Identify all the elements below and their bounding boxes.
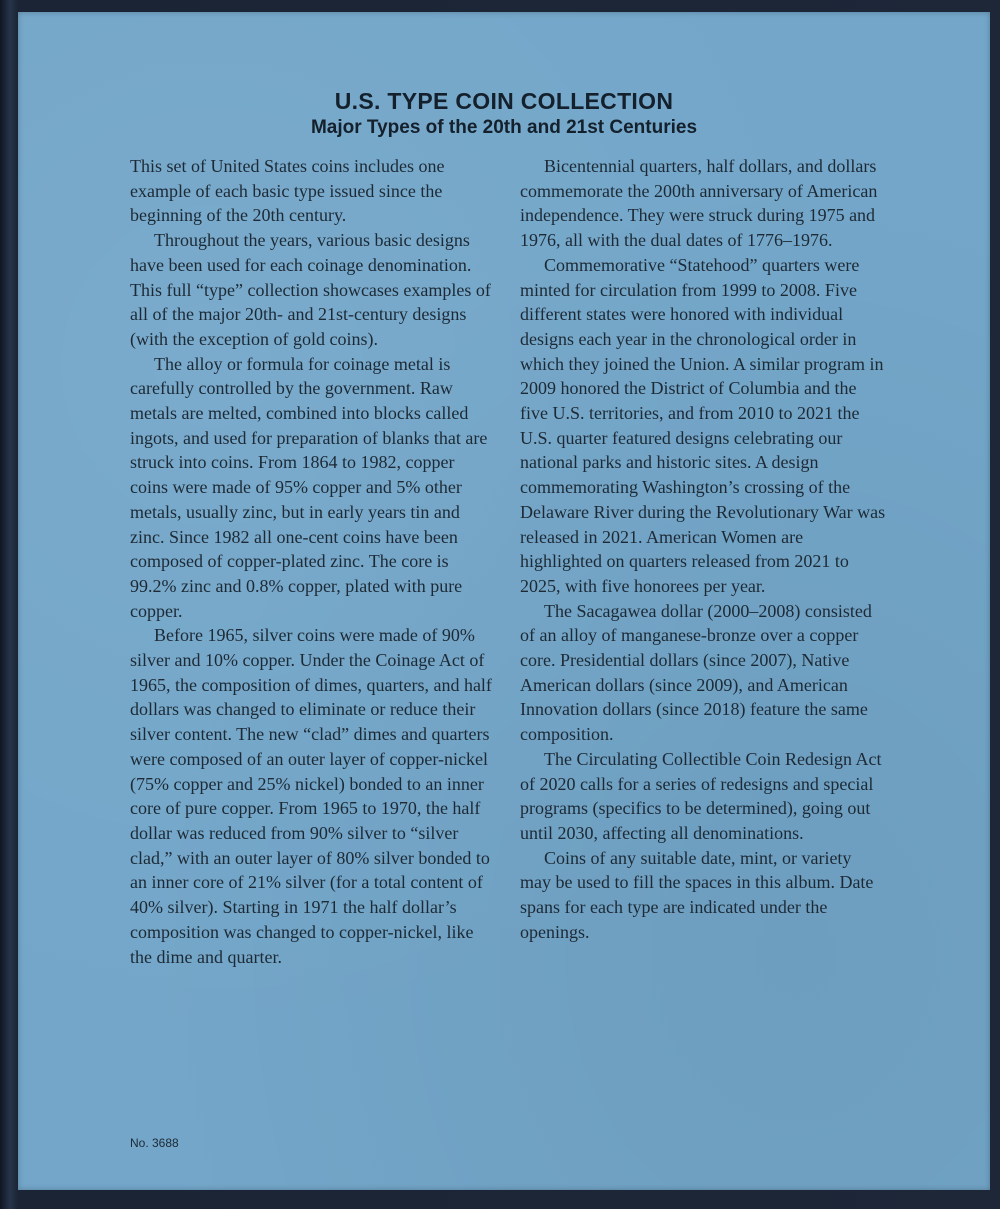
paragraph-bicentennial: Bicentennial quarters, half dollars, and dollars commemorate the 200th anniversary of American independence. They were struck during 1975 and 1976, all with the dual dates of 1776–1976. [520, 156, 878, 251]
left-text-column [130, 154, 496, 969]
paragraph-statehood: Commemorative “Statehood” quarters were minted for circulation from 1999 to 2008. Five different states were honored with individual designs each year in the chronological order in which they joined the Union. A similar program in 2009 honored the District of Columbia and the five U.S. territories, and from 2010 to 2021 the U.S. quarter featured designs celebrating our national parks and historic sites. A design commemorating Washington’s crossing of the Delaware River during the Revolutionary War was released in 2021. American Women are highlighted on quarters released from 2021 to 2025, with five honorees per year. [520, 254, 886, 596]
page-subtitle: Major Types of the 20th and 21st Centuries [310, 117, 698, 138]
paragraph-silver: Before 1965, silver coins were made of 90% silver and 10% copper. Under the Coinage Act of 1965, the composition of dimes, quarters, and half dollars was changed to eliminate or reduce their silver content. The new “clad” dimes and quarters were composed of an outer layer of copper-nickel (75% copper and 25% nickel) bonded to an inner core of pure copper. From 1965 to 1970, the half dollar was reduced from 90% silver to “silver clad,” with an outer layer of 80% silver bonded to an inner core of 21% silver (for a total content of 40% silver). Starting in 1971 the half dollar’s composition was changed to copper-nickel, like the dime and quarter. [130, 625, 492, 967]
right-text-column [520, 154, 886, 945]
album-page [18, 12, 990, 1190]
paragraph-redesign-act: The Circulating Collectible Coin Redesign Act of 2020 calls for a series of redesigns and special programs (specifics to be determined), going out until 2030, affecting all denominations. [520, 748, 882, 843]
paragraph-designs: Throughout the years, various basic designs have been used for each coinage denomination. This full “type” collection showcases examples of all of the major 20th- and 21st-century designs (with the exception of gold coins). [130, 230, 491, 349]
page-title: U.S. TYPE COIN COLLECTION [334, 88, 674, 114]
paragraph-intro: This set of United States coins includes one example of each basic type issued since the beginning of the 20th century. [130, 156, 445, 226]
paragraph-alloy: The alloy or formula for coinage metal is carefully controlled by the government. Raw metals are melted, combined into blocks called ingots, and used for preparation of blanks that are struck into coins. From 1864 to 1982, copper coins were made of 95% copper and 5% other metals, usually zinc, but in early years tin and zinc. Since 1982 all one-cent coins have been composed of copper-plated zinc. The core is 99.2% zinc and 0.8% copper, plated with pure copper. [130, 353, 488, 621]
paragraph-fill-spaces: Coins of any suitable date, mint, or variety may be used to fill the spaces in this album. Date spans for each type are indicated under the openings. [520, 847, 874, 942]
catalog-number: No. 3688 [130, 1136, 179, 1150]
paragraph-dollars: The Sacagawea dollar (2000–2008) consisted of an alloy of manganese-bronze over a copper core. Presidential dollars (since 2007), Native American dollars (since 2009), and American Innovation dollars (since 2018) feature the same composition. [520, 600, 872, 745]
